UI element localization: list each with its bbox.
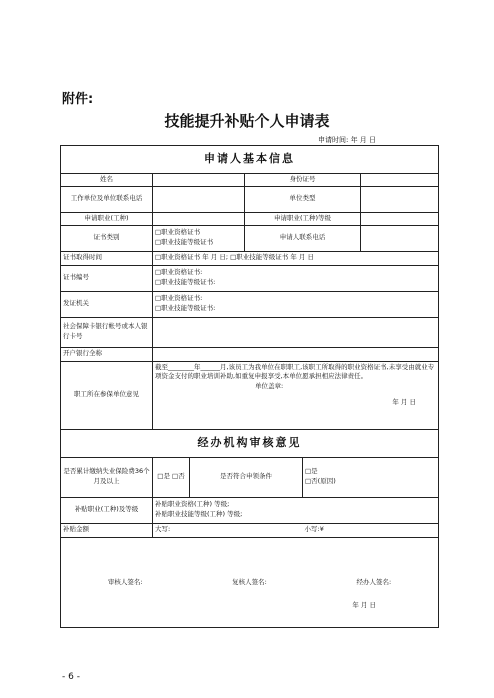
name-field[interactable]: [153, 174, 245, 187]
bank-field[interactable]: [153, 347, 439, 361]
form-title: 技能提升补贴个人申请表: [164, 112, 330, 130]
amount-label: 补贴金额: [61, 523, 153, 537]
subsidy-job-field[interactable]: 补贴职业资格(工种) 等级; 补贴职业技能等级(工种) 等级;: [153, 497, 439, 523]
apply-job-label: 申请职业(工种): [61, 212, 153, 225]
insurance-no[interactable]: □ 否: [172, 472, 185, 480]
cond-no-reason[interactable]: □ 否(原因): [305, 477, 436, 487]
apply-level-label: 申请职业(工种)等级: [245, 212, 361, 225]
cert-option-skill-level[interactable]: □ 职业技能等级证书: [155, 238, 242, 248]
unit-type-field[interactable]: [361, 186, 439, 212]
signature-area[interactable]: [61, 537, 439, 627]
section-basic-info: 申请人基本信息: [61, 146, 439, 174]
social-card-field[interactable]: [153, 317, 439, 347]
cert-type-options[interactable]: [153, 225, 245, 251]
unit-opinion-field[interactable]: 截至________年______月,该员工为我单位在职职工,该职工所取得的职业资格证书,未享受由就业专项资金支付的职业培训补助,如重复申报享受,本单位愿承担相应法律责任。 单位盖章: 年 月 日: [153, 361, 439, 429]
apply-time: 申请时间: 年 月 日: [318, 136, 377, 144]
rechecker-sign: 复核人签名:: [232, 577, 267, 586]
apply-job-field[interactable]: [153, 212, 245, 225]
section-agency-review: 经办机构审核意见: [61, 429, 439, 457]
cert-option-qualification[interactable]: □ 职业资格证书: [155, 228, 242, 238]
unit-type-label: 单位类型: [245, 186, 361, 212]
page-number: - 6 -: [62, 672, 80, 682]
social-card-label: 社会保障卡银行帐号或本人银行卡号: [61, 317, 153, 347]
sign-date: 年 月 日: [352, 601, 376, 610]
unit-opinion-label: 职工所在参保单位意见: [61, 361, 153, 429]
amount-lower-field[interactable]: 小写:¥: [303, 523, 439, 537]
issuer-field[interactable]: □ 职业资格证书: □ 职业技能等级证书:: [153, 291, 439, 317]
apply-level-field[interactable]: [361, 212, 439, 225]
applicant-phone-field[interactable]: [361, 225, 439, 251]
work-unit-label: 工作单位及单位联系电话: [61, 186, 153, 212]
application-form: [60, 145, 439, 628]
name-label: 姓名: [61, 174, 153, 187]
cond-yes[interactable]: □ 是: [305, 467, 436, 477]
cert-no-field[interactable]: □ 职业资格证书: □ 职业技能等级证书:: [153, 265, 439, 291]
amount-upper-field[interactable]: 大写:: [153, 523, 303, 537]
bank-label: 开户银行全称: [61, 347, 153, 361]
apply-cond-options[interactable]: [303, 457, 439, 497]
cert-type-label: 证书类别: [61, 225, 153, 251]
work-unit-field[interactable]: [153, 186, 245, 212]
insurance-yes[interactable]: □ 是: [157, 472, 170, 480]
cert-no-label: 证书编号: [61, 265, 153, 291]
applicant-phone-label: 申请人联系电话: [245, 225, 361, 251]
handler-sign: 经办人签名:: [356, 577, 392, 586]
reviewer-sign: 审核人签名:: [107, 577, 143, 586]
cert-time-label: 证书取得时间: [61, 251, 153, 265]
id-label: 身份证号: [245, 174, 361, 187]
id-field[interactable]: [361, 174, 439, 187]
apply-cond-label: 是否符合申领条件: [190, 457, 303, 497]
subsidy-job-label: 补贴职业(工种)及等级: [61, 497, 153, 523]
cert-time-field[interactable]: □ 职业资格证书 年 月 日; □ 职业技能等级证书 年 月 日: [153, 251, 439, 265]
attachment-label: 附件:: [62, 92, 94, 107]
insurance-options[interactable]: [153, 457, 190, 497]
issuer-label: 发证机关: [61, 291, 153, 317]
insurance-label: 是否累计缴纳失业保险费36个月及以上: [61, 457, 153, 497]
